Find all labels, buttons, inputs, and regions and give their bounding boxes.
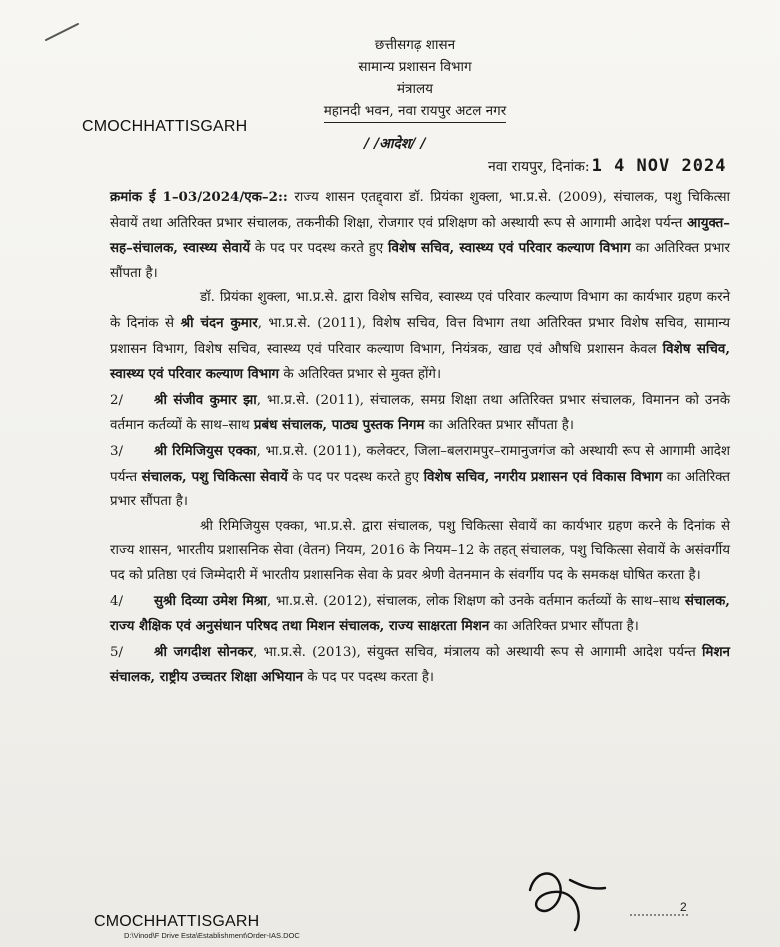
page-number: 2 <box>680 900 687 914</box>
p3-bold-a: श्री संजीव कुमार झा <box>154 391 257 408</box>
signature <box>510 860 690 940</box>
p4-text-a: , भा.प्र.से. (2011), कलेक्टर, जिला–बलरामपुर–रामानुजगंज को अस्थायी रूप से आगामी आदेश पर्यन्त <box>110 443 730 485</box>
p7-text-a: , भा.प्र.से. (2013), संयुक्त सचिव, मंत्रालय को अस्थायी रूप से आगामी आदेश पर्यन्त <box>253 644 702 660</box>
p1-text-b: के पद पर पदस्थ करते हुए <box>250 241 389 257</box>
watermark-bottom: CMOCHHATTISGARH <box>94 913 260 930</box>
p1-bold-b: विशेष सचिव, स्वास्थ्य एवं परिवार कल्याण विभाग <box>388 240 631 257</box>
header-secretariat: मंत्रालय <box>396 81 433 97</box>
paragraph-5: श्री रिमिजियुस एक्का, भा.प्र.से. द्वारा संचालक, पशु चिकित्सा सेवायें का कार्यभार ग्रहण करने के दिनांक से राज्य शासन, भारतीय प्रशासनिक सेवा (वेतन) नियम, 2016 के नियम–12 के तहत् संचालक, पशु चिकित्सा सेवायें के असंवर्गीय पद को प्रतिष्ठा एवं जिम्मेदारी में भारतीय प्रशासनिक सेवा के प्रवर श्रेणी वेतनमान के संवर्गीय पद के समकक्ष घोषित करता है। <box>110 518 730 583</box>
item-number: 3/ <box>110 443 124 459</box>
date-label: नवा रायपुर, दिनांक: <box>488 159 590 175</box>
date-stamp: 1 4 NOV 2024 <box>591 156 727 176</box>
paragraph-4 <box>110 439 730 515</box>
p4-bold-b: संचालक, पशु चिकित्सा सेवायें <box>141 468 288 485</box>
p2-bold-b: विशेष सचिव, स्वास्थ्य एवं परिवार कल्याण विभाग <box>110 340 730 383</box>
p4-bold-a: श्री रिमिजियुस एक्का <box>154 442 257 459</box>
header-department: सामान्य प्रशासन विभाग <box>358 59 472 75</box>
p7-bold-a: श्री जगदीश सोनकर <box>154 643 254 660</box>
p2-bold-a: श्री चंदन कुमार <box>180 314 258 331</box>
p4-text-b: के पद पर पदस्थ करते हुए <box>287 469 424 485</box>
order-body <box>110 185 730 691</box>
watermark-top: CMOCHHATTISGARH <box>82 118 248 135</box>
p2-text-c: के अतिरिक्त प्रभार से मुक्त होंगे। <box>279 367 442 383</box>
p1-text-c: का अतिरिक्त प्रभार सौंपता है। <box>110 241 730 281</box>
paragraph-7 <box>110 640 730 691</box>
date-line <box>488 156 726 176</box>
p2-text-b: , भा.प्र.से. (2011), विशेष सचिव, वित्त विभाग तथा अतिरिक्त प्रभार विशेष सचिव, सामान्य प्रशासन विभाग, विशेष सचिव, स्वास्थ्य एवं परिवार कल्याण विभाग, नियंत्रक, खाद्य एवं औषधि प्रशासन केवल <box>110 315 731 357</box>
header-government: छत्तीसगढ़ शासन <box>374 37 456 53</box>
order-title: / /आदेश/ / <box>364 136 426 152</box>
p3-text-b: का अतिरिक्त प्रभार सौंपता है। <box>424 418 574 434</box>
p1-text-a: राज्य शासन एतद्द्वारा डॉ. प्रियंका शुक्ला, भा.प्र.से. (2009), संचालक, पशु चिकित्सा सेवायें तथा अतिरिक्त प्रभार संचालक, तकनीकी शिक्षा, रोजगार एवं प्रशिक्षण को अस्थायी रूप से आगामी आदेश पर्यन्त <box>110 190 730 231</box>
header-address: महानदी भवन, नवा रायपुर अटल नगर <box>324 100 507 123</box>
p2-text-a: डॉ. प्रियंका शुक्ला, भा.प्र.से. द्वारा विशेष सचिव, स्वास्थ्य एवं परिवार कल्याण विभाग का कार्यभार ग्रहण करने के दिनांक से <box>110 290 730 331</box>
p3-bold-b: प्रबंध संचालक, पाठ्य पुस्तक निगम <box>253 417 425 434</box>
file-path: D:\Vinod\F Drive Esta\Establishment\Order-IAS.DOC <box>124 931 300 940</box>
paragraph-6 <box>110 589 730 640</box>
item-number: 5/ <box>110 644 124 660</box>
p7-text-b: के पद पर पदस्थ करता है। <box>303 670 435 686</box>
p6-text-a: , भा.प्र.से. (2012), संचालक, लोक शिक्षण को उनके वर्तमान कर्तव्यों के साथ–साथ <box>266 593 685 609</box>
pen-scratch-mark <box>44 20 84 44</box>
p6-bold-a: सुश्री दिव्या उमेश मिश्रा <box>154 592 267 609</box>
order-reference: क्रमांक ई 1–03/2024/एक–2:: <box>110 189 288 205</box>
p6-bold-b: संचालक, राज्य शैक्षिक एवं अनुसंधान परिषद तथा मिशन संचालक, राज्य साक्षरता मिशन <box>110 592 730 635</box>
item-number: 2/ <box>110 392 124 408</box>
letterhead <box>290 34 540 123</box>
p1-bold-a: आयुक्त–सह–संचालक, स्वास्थ्य सेवायें <box>110 214 730 257</box>
paragraph-1 <box>110 185 730 286</box>
paragraph-2 <box>110 286 730 387</box>
p4-bold-c: विशेष सचिव, नगरीय प्रशासन एवं विकास विभाग <box>423 468 663 485</box>
item-number: 4/ <box>110 593 124 609</box>
p3-text-a: , भा.प्र.से. (2011), संचालक, समग्र शिक्षा तथा अतिरिक्त प्रभार संचालक, विमानन को उनके वर्तमान कर्तव्यों के साथ–साथ <box>110 392 730 434</box>
p4-text-c: का अतिरिक्त प्रभार सौंपता है। <box>110 469 730 510</box>
p7-bold-b: मिशन संचालक, राष्ट्रीय उच्चतर शिक्षा अभियान <box>110 643 730 686</box>
p6-text-b: का अतिरिक्त प्रभार सौंपता है। <box>489 619 639 635</box>
paragraph-3 <box>110 388 730 439</box>
